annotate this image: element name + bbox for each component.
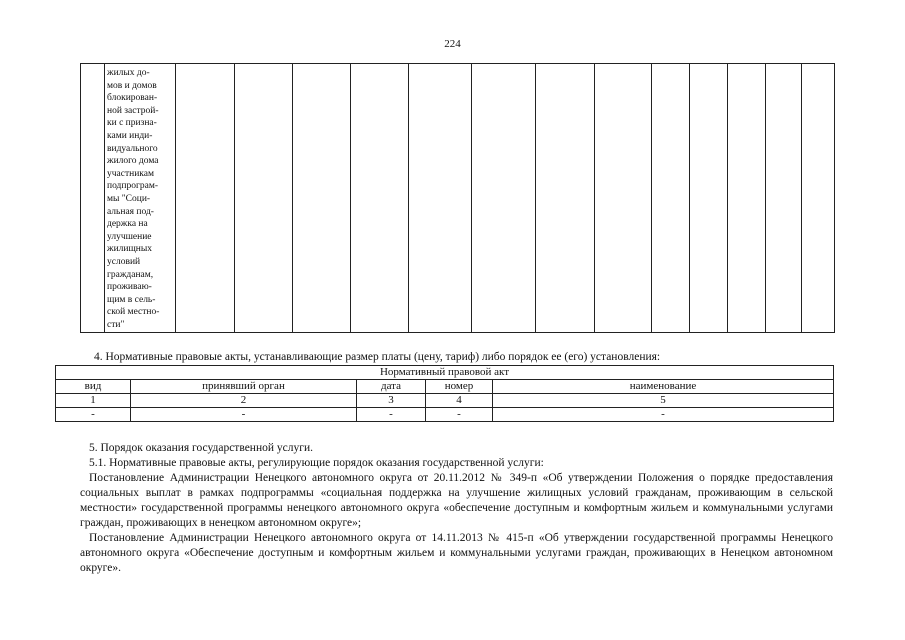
table-cell (235, 64, 293, 333)
table-cell (351, 64, 409, 333)
page-number: 224 (444, 38, 461, 50)
column-header: номер (426, 380, 493, 394)
column-number: 3 (357, 394, 426, 408)
table-cell (802, 64, 835, 333)
table-cell (536, 64, 595, 333)
column-header-row (56, 380, 834, 394)
table-cell (293, 64, 351, 333)
table-cell (595, 64, 652, 333)
table-row (81, 64, 835, 333)
section-5-1-heading: 5.1. Нормативные правовые акты, регулирующие порядок оказания государственной услуги: (89, 457, 544, 469)
paragraph: Постановление Администрации Ненецкого автономного округа от 20.11.2012 № 349-п «Об утверждении Положения о порядке предоставления социальных выплат в рамках подпрограммы «социальная поддержка на улучшение жилищных условий гражданам, проживающим в сельской местности» государственной программы ненецкого автономного округа «обеспечение доступным и комфортным жильем и коммунальными услугами граждан, проживающих в ненецком автономном округе»; (80, 472, 833, 529)
legal-acts-table (55, 365, 834, 422)
column-header: дата (357, 380, 426, 394)
column-header: принявший орган (131, 380, 357, 394)
table-cell: - (131, 408, 357, 422)
table-cell: - (56, 408, 131, 422)
table-cell (105, 64, 176, 333)
paragraph: Постановление Администрации Ненецкого автономного округа от 14.11.2013 № 415-п «Об утверждении государственной программы Ненецкого автономного округа «Обеспечение доступным и комфортным жильем и коммунальными услугами граждан, проживающих в Ненецком автономном округе». (80, 532, 833, 574)
table-cell: - (493, 408, 834, 422)
continuation-table (80, 63, 835, 333)
table-cell: - (357, 408, 426, 422)
table-cell (766, 64, 802, 333)
column-header: вид (56, 380, 131, 394)
column-header: наименование (493, 380, 834, 394)
column-number: 5 (493, 394, 834, 408)
table-header: Нормативный правовой акт (56, 366, 834, 380)
service-description-cell: жилых до- мов и домов блокирован- ной застрой- ки с призна- ками инди- видуального жилого дома участникам подпрограм- мы "Соци- альная под- держка на улучшение жилищных условий гражданам, проживаю- щим в сель- ской местно- сти" (107, 68, 160, 330)
table-row (56, 408, 834, 422)
table-cell (652, 64, 690, 333)
column-number: 2 (131, 394, 357, 408)
column-number-row (56, 394, 834, 408)
column-number: 4 (426, 394, 493, 408)
table-cell (409, 64, 472, 333)
table-cell (728, 64, 766, 333)
section-5-heading: 5. Порядок оказания государственной услуги. (89, 442, 313, 454)
column-number: 1 (56, 394, 131, 408)
table-cell (472, 64, 536, 333)
body-text (80, 441, 833, 576)
section-4-title: 4. Нормативные правовые акты, устанавливающие размер платы (цену, тариф) либо порядок ее (его) установления: (94, 351, 661, 363)
table-cell: - (426, 408, 493, 422)
table-header-row (56, 366, 834, 380)
table-cell (176, 64, 235, 333)
table-cell (690, 64, 728, 333)
